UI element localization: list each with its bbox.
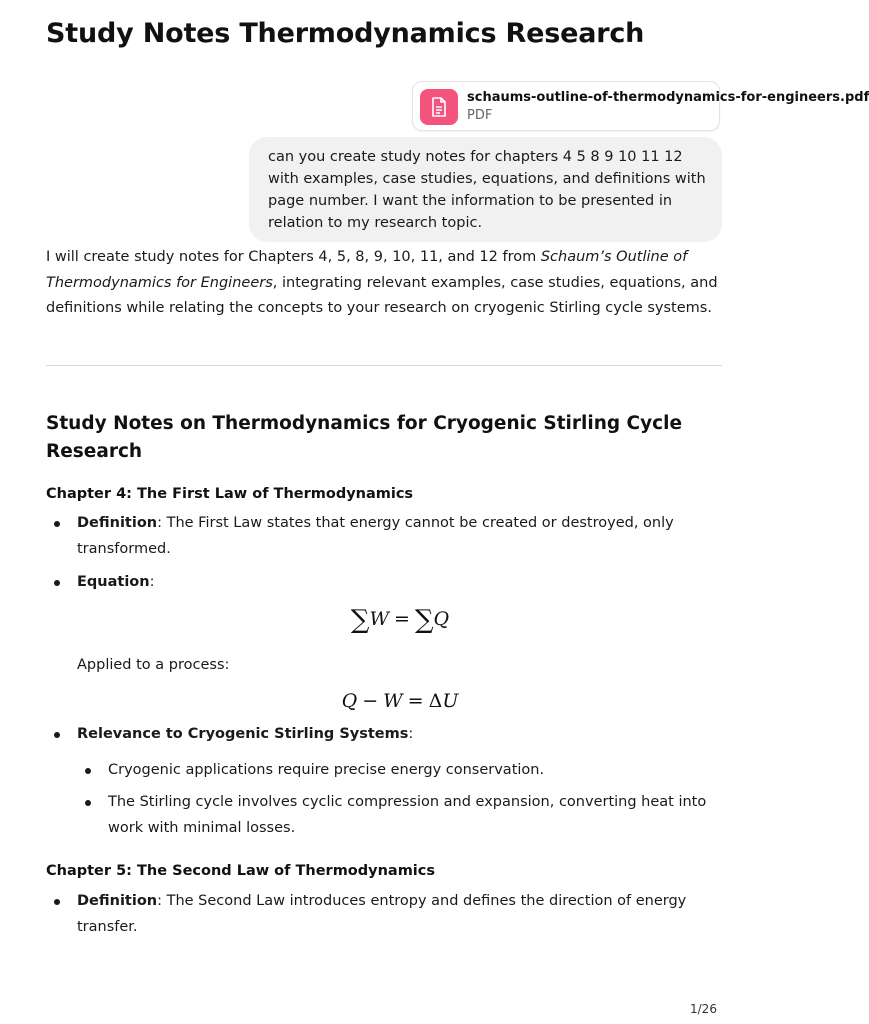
equation-colon: :: [149, 574, 155, 590]
chapter-5-heading: Chapter 5: The Second Law of Thermodynamics: [46, 863, 436, 879]
eq-var-u: U: [442, 690, 459, 712]
eq-var-q: Q: [341, 690, 358, 712]
definition-label: Definition: [77, 893, 158, 909]
pdf-attachment-card[interactable]: [412, 81, 869, 131]
eq-delta: Δ: [428, 690, 443, 712]
sum-symbol: ∑: [350, 605, 370, 635]
page-indicator: 1/26: [690, 1002, 717, 1016]
relevance-colon: :: [408, 726, 414, 742]
sub-bullet-dot: [85, 768, 91, 774]
bullet-dot: [54, 521, 60, 527]
section-divider: [46, 365, 722, 366]
intro-book-title: Schaum’s Outline of Thermodynamics for Engineers: [46, 249, 688, 291]
chapter-5-definition: [77, 889, 697, 940]
user-message-bubble: can you create study notes for chapters 4 5 8 9 10 11 12 with examples, case studies, equations, and definitions with page number. I want the information to be presented in relation to my research topic.: [249, 137, 722, 242]
eq-operator: −: [362, 690, 379, 712]
eq-operator: =: [394, 608, 410, 630]
applied-text: Applied to a process:: [77, 657, 230, 673]
page-title: Study Notes Thermodynamics Research: [46, 18, 645, 49]
response-intro: [46, 245, 726, 322]
chapter-4-definition: [77, 511, 697, 562]
eq-var-q: Q: [433, 608, 450, 630]
bullet-dot: [54, 899, 60, 905]
chapter-4-relevance: [77, 722, 413, 748]
eq-operator: =: [407, 690, 424, 712]
chapter-4-equation-item: [77, 570, 154, 596]
document-icon: [420, 89, 458, 125]
equation-label: Equation: [77, 574, 150, 590]
definition-text: : The First Law states that energy cannot be created or destroyed, only transformed.: [77, 515, 674, 557]
relevance-point: Cryogenic applications require precise energy conservation.: [108, 762, 545, 778]
attachment-file-name: schaums-outline-of-thermodynamics-for-engineers.pdf: [467, 90, 869, 105]
bullet-dot: [54, 732, 60, 738]
chapter-4-heading: Chapter 4: The First Law of Thermodynamics: [46, 486, 414, 502]
definition-text: : The Second Law introduces entropy and defines the direction of energy transfer.: [77, 893, 687, 935]
bullet-dot: [54, 580, 60, 586]
relevance-point: The Stirling cycle involves cyclic compression and expansion, converting heat into work with minimal losses.: [108, 794, 707, 836]
notes-heading: Study Notes on Thermodynamics for Cryogenic Stirling Cycle Research: [46, 413, 683, 462]
intro-text-start: I will create study notes for Chapters 4, 5, 8, 9, 10, 11, and 12 from: [46, 249, 541, 265]
definition-label: Definition: [77, 515, 158, 531]
equation-first-law-cycle: [230, 605, 570, 635]
sub-bullet-dot: [85, 800, 91, 806]
relevance-label: Relevance to Cryogenic Stirling Systems: [77, 726, 409, 742]
eq-var-w: W: [383, 690, 403, 712]
attachment-file-type: PDF: [467, 108, 493, 123]
sum-symbol: ∑: [414, 605, 434, 635]
equation-first-law-process: [230, 690, 570, 712]
eq-var-w: W: [369, 608, 390, 630]
intro-text-end: , integrating relevant examples, case studies, equations, and definitions while relating the concepts to your research on cryogenic Stirling cycle systems.: [46, 274, 718, 317]
